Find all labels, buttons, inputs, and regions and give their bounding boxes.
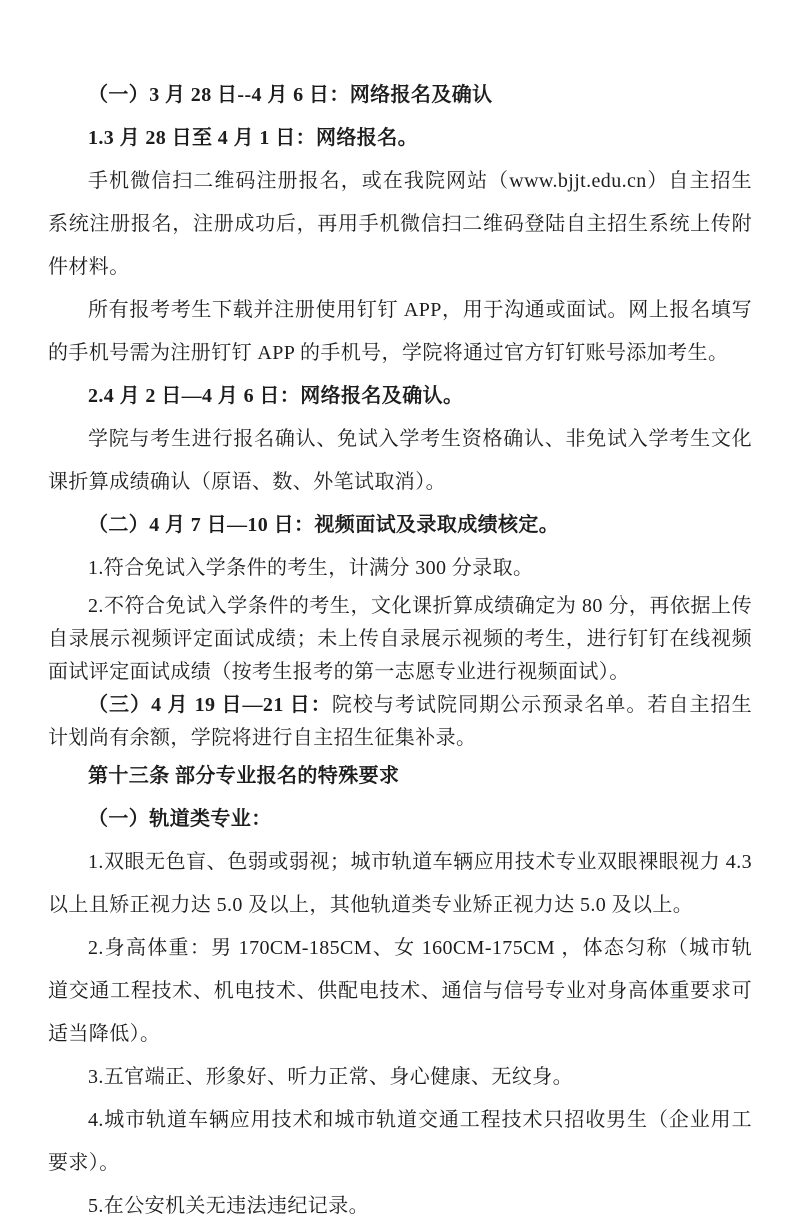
text-run: 手机微信扫二维码注册报名，或在我院网站（www.bjjt.edu.cn）自主招生系统注册报名，注册成功后，再用手机微信扫二维码登陆自主招生系统上传附件材料。 bbox=[48, 170, 752, 278]
paragraph-registration-method bbox=[48, 160, 752, 289]
text-run: 学院与考生进行报名确认、免试入学考生资格确认、非免试入学考生文化课折算成绩确认（原语、数、外笔试取消）。 bbox=[48, 428, 752, 493]
text-run: 3.五官端正、形象好、听力正常、身心健康、无纹身。 bbox=[88, 1066, 573, 1088]
heading-phase-1-step-1 bbox=[48, 117, 752, 160]
text-run: 2.不符合免试入学条件的考生，文化课折算成绩确定为 80 分，再依据上传自录展示视频评定面试成绩；未上传自录展示视频的考生，进行钉钉在线视频面试评定面试成绩（按考生报考的第一志愿专业进行视频面试）。 bbox=[48, 595, 752, 683]
paragraph-non-exempt-candidates bbox=[48, 590, 752, 689]
heading-phase-3-with-body bbox=[48, 689, 752, 755]
document-body bbox=[48, 74, 752, 1228]
text-run: 1.双眼无色盲、色弱或弱视；城市轨道车辆应用技术专业双眼裸眼视力 4.3 以上且矫正视力达 5.0 及以上，其他轨道类专业矫正视力达 5.0 及以上。 bbox=[48, 851, 752, 916]
paragraph-dingtalk-app bbox=[48, 289, 752, 375]
text-run: 4.城市轨道车辆应用技术和城市轨道交通工程技术只招收男生（企业用工要求）。 bbox=[48, 1109, 752, 1174]
paragraph-exempt-candidates bbox=[48, 547, 752, 590]
bold-text-run: （三）4 月 19 日—21 日： bbox=[88, 694, 332, 716]
heading-article-13 bbox=[48, 755, 752, 798]
bold-text-run: 第十三条 部分专业报名的特殊要求 bbox=[88, 765, 400, 787]
heading-phase-1-step-2 bbox=[48, 375, 752, 418]
paragraph-male-only-requirement bbox=[48, 1099, 752, 1185]
paragraph-height-weight-requirement bbox=[48, 927, 752, 1056]
bold-text-run: 1.3 月 28 日至 4 月 1 日：网络报名。 bbox=[88, 127, 418, 149]
heading-phase-2 bbox=[48, 504, 752, 547]
paragraph-vision-requirement bbox=[48, 841, 752, 927]
text-run: 1.符合免试入学条件的考生，计满分 300 分录取。 bbox=[88, 557, 534, 579]
text-run: 所有报考考生下载并注册使用钉钉 APP，用于沟通或面试。网上报名填写的手机号需为注册钉钉 APP 的手机号，学院将通过官方钉钉账号添加考生。 bbox=[48, 299, 752, 364]
bold-text-run: 2.4 月 2 日—4 月 6 日：网络报名及确认。 bbox=[88, 385, 464, 407]
bold-text-run: （一）轨道类专业： bbox=[88, 808, 272, 830]
bold-text-run: （一）3 月 28 日--4 月 6 日：网络报名及确认 bbox=[88, 84, 493, 106]
text-run: 2.身高体重：男 170CM-185CM、女 160CM-175CM ，体态匀称（城市轨道交通工程技术、机电技术、供配电技术、通信与信号专业对身高体重要求可适当降低）。 bbox=[48, 937, 752, 1045]
paragraph-appearance-requirement bbox=[48, 1056, 752, 1099]
text-run: 院校与考试院同期公示预录名单。若自主招生计划尚有余额，学院将进行自主招生征集补录。 bbox=[48, 694, 752, 749]
text-run: 5.在公安机关无违法违纪记录。 bbox=[88, 1195, 369, 1217]
paragraph-confirmation bbox=[48, 418, 752, 504]
bold-text-run: （二）4 月 7 日—10 日：视频面试及录取成绩核定。 bbox=[88, 514, 560, 536]
heading-rail-majors bbox=[48, 798, 752, 841]
heading-phase-1 bbox=[48, 74, 752, 117]
paragraph-no-criminal-record bbox=[48, 1185, 752, 1228]
